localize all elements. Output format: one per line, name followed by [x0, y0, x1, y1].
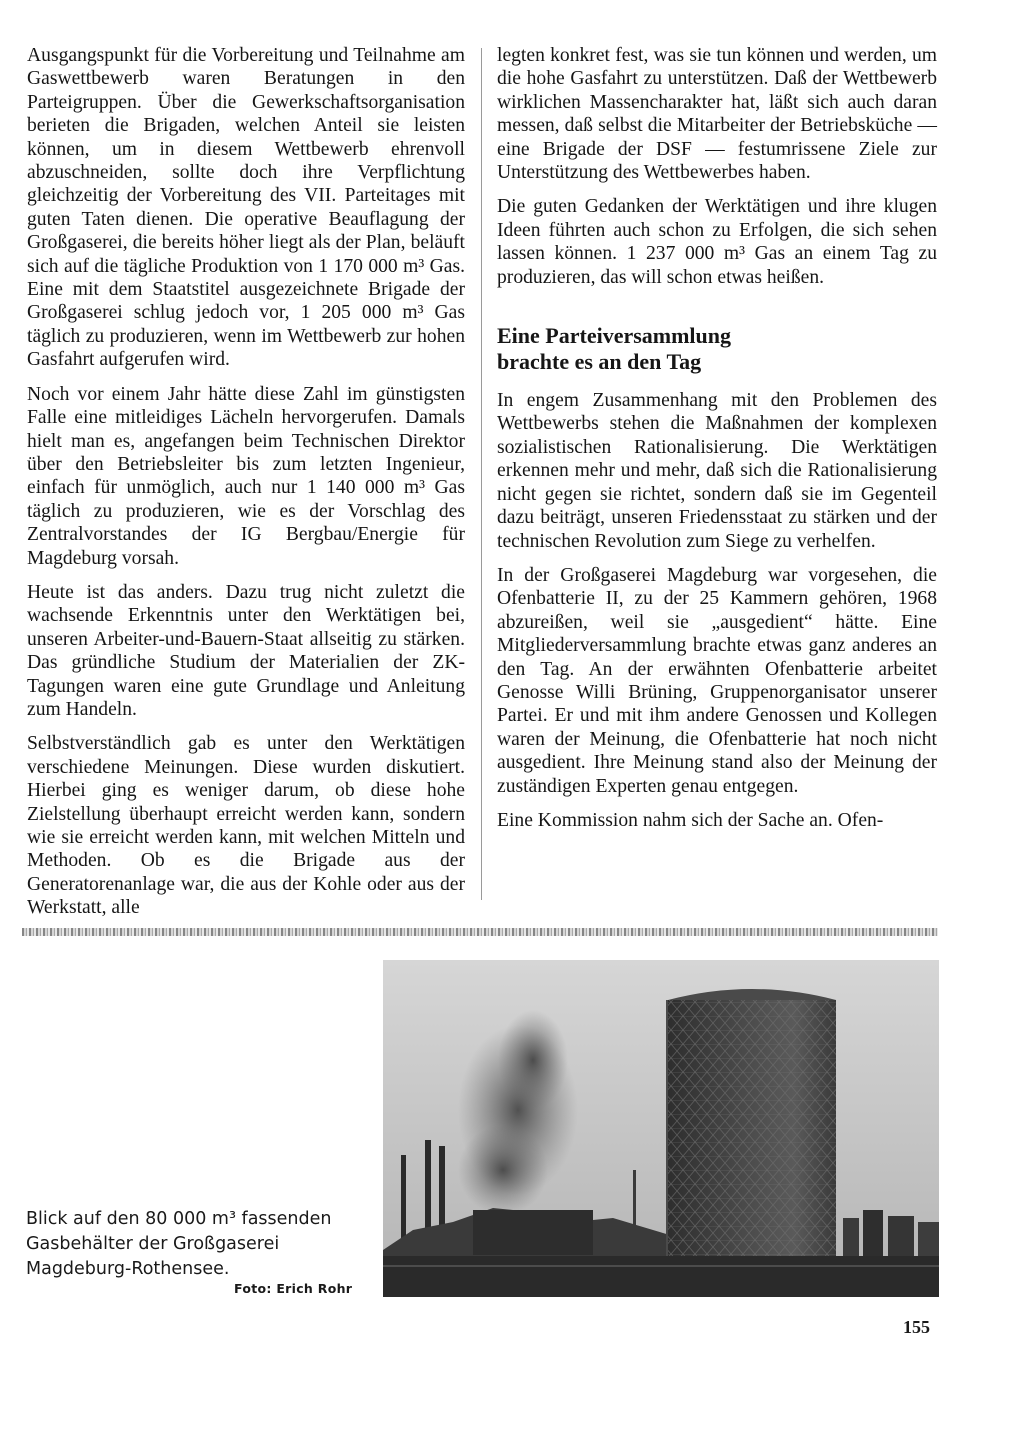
gasholder-photo: [383, 960, 939, 1297]
paragraph: legten konkret fest, was sie tun können und werden, um die hohe Gasfahrt zu unterstützen. Daß der Wettbewerb wirklichen Massencharakter hat, läßt sich auch daran messen, daß selbst die Mitarbeiter der Betriebsküche — eine Brigade der DSF — festumrissene Ziele zur Unterstützung des Wettbewerbes haben.: [497, 45, 937, 184]
gasholder-photo-illustration: [383, 960, 939, 1297]
column-divider: [481, 48, 482, 900]
paragraph: Ausgangspunkt für die Vorbereitung und Teilnahme am Gaswettbewerb waren Beratungen in den Parteigruppen. Über die Gewerkschaftsorganisation berieten die Brigaden, welchen Anteil sie leisten können, um in diesem Wettbewerb ehrenvoll abzuschneiden, sollte doch ihre Verpflichtung gleichzeitig der Vorbereitung des VII. Parteitages mit guten Taten dienen. Die operative Beauflagung der Großgaserei, die bereits höher liegt als der Plan, beläuft sich auf die tägliche Produktion von 1 170 000 m³ Gas. Eine mit dem Staatstitel ausgezeichnete Brigade der Großgaserei schlug jedoch vor, 1 205 000 m³ Gas täglich zu produzieren, wenn im Wettbewerb zur hohen Gasfahrt aufgerufen wird.: [27, 45, 465, 371]
section-heading: [497, 323, 937, 375]
photo-credit: Foto: Erich Rohr: [234, 1281, 353, 1296]
paragraph: Die guten Gedanken der Werktätigen und ihre klugen Ideen führten auch schon zu Erfolgen, die sich sehen lassen können. 1 237 000 m³ Gas an einem Tag zu produzieren, das will schon etwas heißen.: [497, 196, 937, 288]
paragraph: In engem Zusammenhang mit den Problemen des Wettbewerbs stehen die Maßnahmen der komplexen sozialistischen Rationalisierung. Die Werktätigen erkennen mehr und mehr, daß sich die Rationalisierung nicht gegen sie richtet, sondern daß sie im Gegenteil dazu beiträgt, unseren Friedensstaat zu stärken und der technischen Revolution zum Siege zu verhelfen.: [497, 390, 937, 552]
section-heading-line-2: brachte es an den Tag: [497, 349, 702, 375]
paragraph: Noch vor einem Jahr hätte diese Zahl im günstigsten Falle eine mitleidiges Lächeln hervorgerufen. Damals hielt man es, angefangen beim Technischen Direktor über den Betriebsleiter bis zum letzten Ingenieur, einfach für unmöglich, auch nur 1 140 000 m³ Gas täglich zu produzieren, wie es der Vorschlag des Zentralvorstandes der IG Bergbau/Energie für Magdeburg vorsah.: [27, 383, 465, 569]
paragraph: In der Großgaserei Magdeburg war vorgesehen, die Ofenbatterie II, zu der 25 Kammern gehören, 1968 abzureißen, weil sie „ausgedient“ hätte. Eine Mitgliederversammlung brachte etwas ganz anderes an den Tag. An der erwähnten Ofenbatterie arbeitet Genosse Willi Brüning, Gruppenorganisator unserer Partei. Er und mit ihm andere Genossen und Kollegen waren der Meinung, die Ofenbatterie hat noch nicht ausgedient. Ihre Meinung stand also der Meinung der zuständigen Experten genau entgegen.: [497, 564, 937, 797]
left-column: [27, 44, 465, 931]
halftone-divider: [22, 928, 938, 936]
paragraph: Eine Kommission nahm sich der Sache an. Ofen-: [497, 809, 884, 831]
photo-caption: Blick auf den 80 000 m³ fassenden Gasbehälter der Großgaserei Magdeburg-Rothensee.: [26, 1209, 332, 1279]
paragraph: Heute ist das anders. Dazu trug nicht zuletzt die wachsende Erkenntnis unter den Werktätigen bei, unseren Arbeiter-und-Bauern-Staat allseitig zu stärken. Das gründliche Studium der Materialien der ZK-Tagungen waren eine gute Grundlage und Anleitung zum Handeln.: [27, 581, 465, 720]
paragraph: Selbstverständlich gab es unter den Werktätigen verschiedene Meinungen. Diese wurden diskutiert. Hierbei ging es weniger darum, ob diese hohe Zielstellung überhaupt erreicht werden kann, sondern wie sie erreicht werden kann, mit welchen Mitteln und Methoden. Ob es die Brigade aus der Generatorenanlage war, die aus der Kohle oder aus der Werkstatt, alle: [27, 733, 465, 919]
page-number: 155: [903, 1317, 930, 1337]
section-heading-line-1: Eine Parteiversammlung: [497, 323, 732, 349]
right-column: [497, 44, 937, 843]
